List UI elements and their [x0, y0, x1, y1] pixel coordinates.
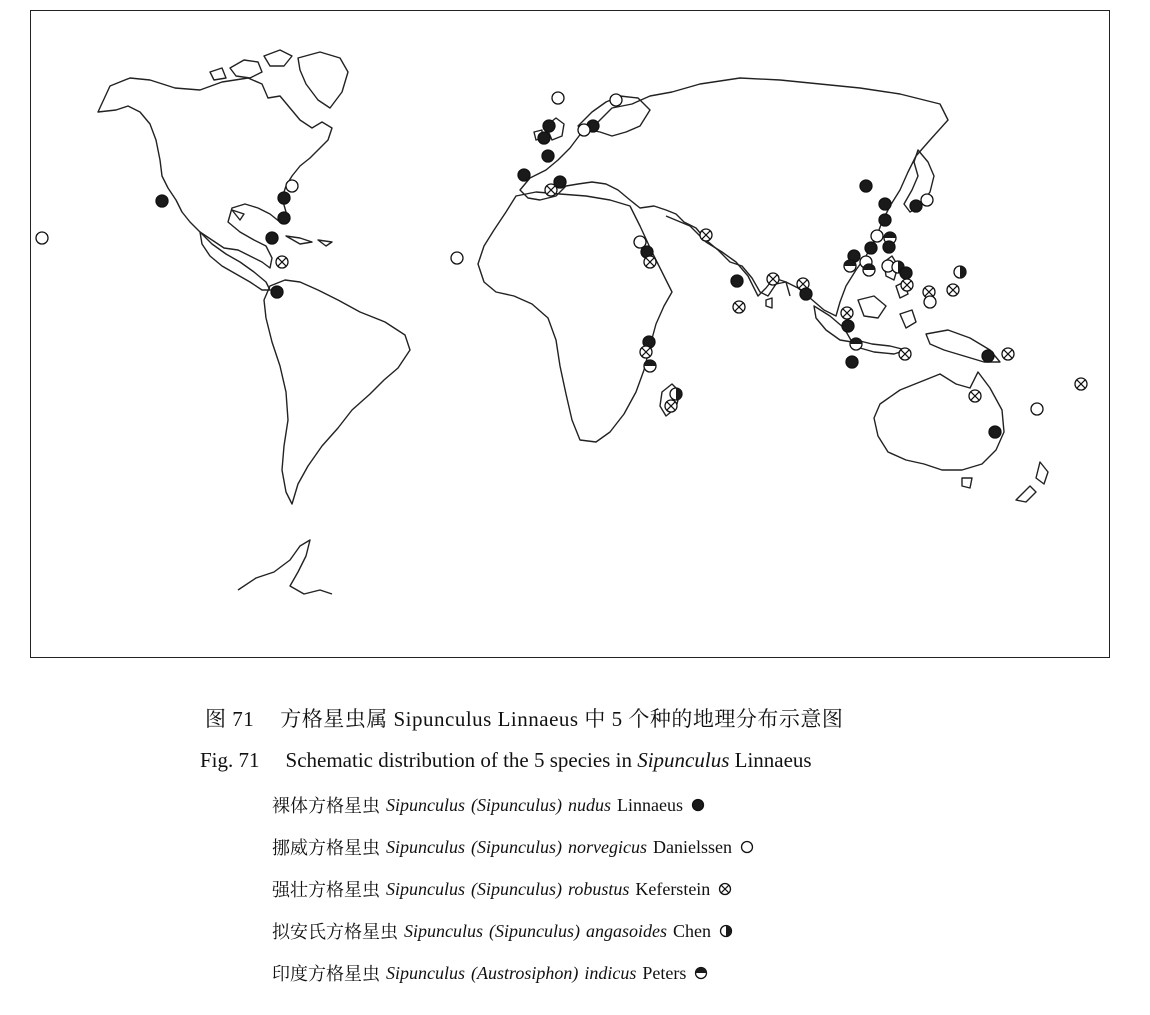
africa-coast — [478, 192, 672, 442]
half-top-marker — [850, 338, 862, 350]
filled-marker — [883, 241, 895, 253]
caption-en-genus: Sipunculus — [637, 748, 730, 772]
filled-marker — [879, 214, 891, 226]
legend-chinese-name: 拟安氏方格星虫 — [272, 922, 398, 942]
cross-marker — [640, 346, 652, 358]
cross-legend-icon — [718, 882, 732, 896]
half-right-marker — [954, 266, 966, 278]
cross-marker — [665, 400, 677, 412]
filled-marker — [278, 212, 290, 224]
distribution-markers — [36, 92, 1087, 438]
antarctic-peninsula — [238, 540, 332, 594]
indonesia-islands — [814, 296, 916, 354]
caption-en-text: Schematic distribution of the 5 species in — [285, 748, 632, 772]
filled-marker — [266, 232, 278, 244]
open-marker — [924, 296, 936, 308]
filled-marker — [846, 356, 858, 368]
legend-subgenus: (Sipunculus) — [489, 920, 580, 941]
cross-marker — [733, 301, 745, 313]
filled-marker — [542, 150, 554, 162]
greenland-coast — [298, 52, 348, 108]
new-zealand — [1016, 462, 1048, 502]
legend-species: robustus — [567, 878, 630, 899]
legend-chinese-name: 强壮方格星虫 — [272, 880, 380, 900]
legend-author: Chen — [672, 920, 711, 941]
figure-caption-chinese — [205, 703, 843, 733]
legend-subgenus: (Sipunculus) — [471, 878, 562, 899]
filled-marker — [860, 180, 872, 192]
cross-marker — [700, 229, 712, 241]
filled-marker — [879, 198, 891, 210]
cross-marker — [841, 307, 853, 319]
legend-chinese-name: 印度方格星虫 — [272, 964, 380, 984]
figure-caption-english — [200, 748, 812, 773]
filled-marker — [278, 192, 290, 204]
half-right-marker — [670, 388, 682, 400]
cross-marker — [901, 279, 913, 291]
half-top-marker — [844, 260, 856, 272]
filled-legend-icon — [691, 798, 705, 812]
filled-marker — [156, 195, 168, 207]
filled-marker — [900, 267, 912, 279]
filled-marker — [800, 288, 812, 300]
open-legend-icon — [740, 840, 754, 854]
legend-genus: Sipunculus — [386, 878, 465, 899]
open-marker — [610, 94, 622, 106]
filled-marker — [842, 320, 854, 332]
cross-marker — [947, 284, 959, 296]
legend-chinese-name: 裸体方格星虫 — [272, 796, 380, 816]
half-top-marker — [644, 360, 656, 372]
caption-en-fig-number: Fig. 71 — [200, 748, 260, 772]
filled-marker — [554, 176, 566, 188]
sri-lanka — [766, 298, 772, 308]
filled-marker — [731, 275, 743, 287]
legend-genus: Sipunculus — [404, 920, 483, 941]
legend-author: Linnaeus — [617, 794, 683, 815]
cross-marker — [767, 273, 779, 285]
filled-marker — [982, 350, 994, 362]
filled-marker — [271, 286, 283, 298]
legend-author: Keferstein — [635, 878, 711, 899]
legend-row — [272, 960, 708, 986]
cross-marker — [276, 256, 288, 268]
south-america-coast — [264, 280, 410, 504]
north-america-coast — [98, 78, 332, 268]
open-marker — [1031, 403, 1043, 415]
filled-marker — [910, 200, 922, 212]
filled-marker — [543, 120, 555, 132]
legend-row — [272, 876, 732, 902]
cross-marker — [644, 256, 656, 268]
legend-subgenus: (Sipunculus) — [471, 794, 562, 815]
legend-species: nudus — [567, 794, 611, 815]
caption-cn-text: 方格星虫属 Sipunculus Linnaeus 中 5 个种的地理分布示意图 — [280, 707, 844, 731]
cross-marker — [1075, 378, 1087, 390]
caption-en-author: Linnaeus — [734, 748, 812, 772]
cross-marker — [1002, 348, 1014, 360]
tasmania — [962, 478, 972, 488]
legend-row — [272, 918, 733, 944]
cross-marker — [969, 390, 981, 402]
legend-row — [272, 792, 705, 818]
open-marker — [552, 92, 564, 104]
open-marker — [921, 194, 933, 206]
legend-species: angasoides — [585, 920, 667, 941]
legend-subgenus: (Sipunculus) — [471, 836, 562, 857]
legend-species: norvegicus — [567, 836, 647, 857]
open-marker — [286, 180, 298, 192]
legend-genus: Sipunculus — [386, 962, 465, 983]
filled-marker — [538, 132, 550, 144]
arctic-islands — [210, 50, 292, 80]
open-marker — [578, 124, 590, 136]
filled-marker — [865, 242, 877, 254]
legend-author: Peters — [642, 962, 687, 983]
legend-author: Danielssen — [652, 836, 732, 857]
legend-species: indicus — [584, 962, 637, 983]
australia-coast — [874, 372, 1004, 470]
caption-cn-fig-number: 图 71 — [205, 707, 255, 731]
legend-chinese-name: 挪威方格星虫 — [272, 838, 380, 858]
filled-marker — [518, 169, 530, 181]
open-marker — [36, 232, 48, 244]
open-marker — [451, 252, 463, 264]
legend-row — [272, 834, 754, 860]
open-marker — [871, 230, 883, 242]
legend-subgenus: (Austrosiphon) — [471, 962, 579, 983]
half-top-legend-icon — [694, 966, 708, 980]
half-right-legend-icon — [719, 924, 733, 938]
filled-marker — [989, 426, 1001, 438]
half-top-marker — [863, 264, 875, 276]
legend-genus: Sipunculus — [386, 836, 465, 857]
legend-genus: Sipunculus — [386, 794, 465, 815]
cross-marker — [899, 348, 911, 360]
